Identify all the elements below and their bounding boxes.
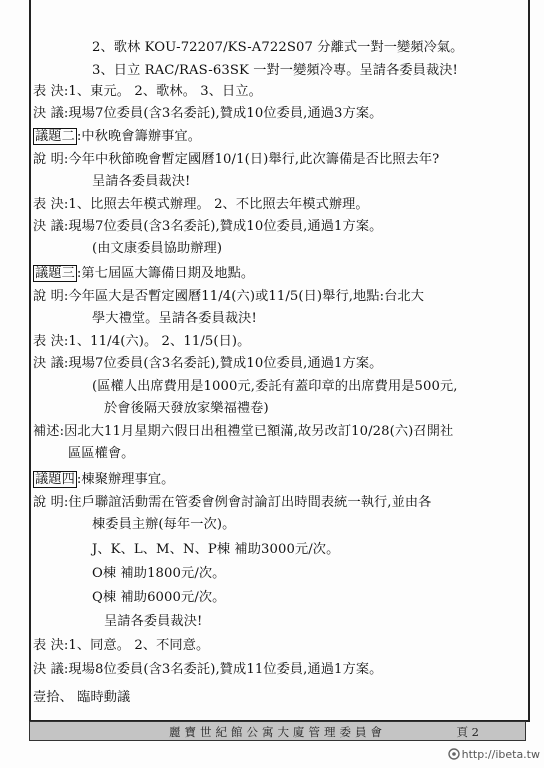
agenda-item-4 <box>33 471 174 488</box>
page-footer <box>29 721 526 741</box>
footer-title: 麗寶世紀館公寓大廈管理委員會 <box>169 725 386 739</box>
resolution-4: 決 議:現場8位委員(含3名委託),贊成11位委員,通過1方案。 <box>33 662 383 677</box>
explanation-3-cont: 學大禮堂。呈請各委員裁決! <box>92 311 257 326</box>
request-ruling-4: 呈請各委員裁決! <box>104 614 203 629</box>
vote-options-4: 表 決:1、同意。 2、不同意。 <box>33 638 210 653</box>
option-kolin: 2、歌林 KOU-72207/KS-A722S07 分離式一對一變頻冷氣。 <box>92 40 464 55</box>
agenda-title-3: :第七屆區大籌備日期及地點。 <box>76 266 255 281</box>
explanation-4: 說 明:住戶聯誼活動需在管委會例會討論訂出時間表統一執行,並由各 <box>33 495 432 510</box>
agenda-label-3: 議題三 <box>35 266 75 281</box>
agenda-item-2 <box>33 128 201 145</box>
agenda-title-2: :中秋晚會籌辦事宜。 <box>76 129 202 144</box>
supplement-cont: 區區權會。 <box>68 446 135 461</box>
vote-options-3: 表 決:1、11/4(六)。 2、11/5(日)。 <box>33 334 251 349</box>
subsidy-jklmnp: J、K、L、M、N、P棟 補助3000元/次。 <box>92 542 340 557</box>
subsidy-o: O棟 補助1800元/次。 <box>92 566 226 581</box>
agenda-label-4: 議題四 <box>35 472 75 487</box>
option-hitachi: 3、日立 RAC/RAS-63SK 一對一變頻冷專。呈請各委員裁決! <box>92 63 458 78</box>
agenda-item-3 <box>33 265 254 282</box>
agenda-label-2: 議題二 <box>35 129 75 144</box>
resolution-3-note: (區權人出席費用是1000元,委託有蓋印章的出席費用是500元, <box>92 379 458 394</box>
supplement: 補述:因北大11月星期六假日出租禮堂已額滿,故另改訂10/28(六)召開社 <box>33 424 454 439</box>
explanation-3: 說 明:今年區大是否暫定國曆11/4(六)或11/5(日)舉行,地點:台北大 <box>33 289 425 304</box>
page-number: 頁 2 <box>456 725 479 739</box>
subsidy-q: Q棟 補助6000元/次。 <box>92 590 226 605</box>
vote-options-2: 表 決:1、比照去年模式辦理。 2、不比照去年模式辦理。 <box>33 197 369 212</box>
resolution-3: 決 議:現場7位委員(含3名委託),贊成10位委員,通過1方案。 <box>33 356 383 371</box>
resolution-1: 決 議:現場7位委員(含3名委託),贊成10位委員,通過3方案。 <box>33 106 383 121</box>
vote-options-1: 表 決:1、東元。 2、歌林。 3、日立。 <box>33 84 262 99</box>
resolution-2: 決 議:現場7位委員(含3名委託),贊成10位委員,通過1方案。 <box>33 219 383 234</box>
agenda-title-4: :棟聚辦理事宜。 <box>76 472 175 487</box>
resolution-2-note: (由文康委員協助辦理) <box>92 241 223 256</box>
section-ten-heading: 壹拾、 臨時動議 <box>33 690 131 705</box>
watermark-text: http://ibeta.tw <box>461 748 540 761</box>
watermark <box>448 748 540 761</box>
explanation-2-cont: 呈請各委員裁決! <box>92 174 191 189</box>
explanation-4-cont: 棟委員主辦(每年一次)。 <box>92 517 236 532</box>
explanation-2: 說 明:今年中秋節晚會暫定國曆10/1(日)舉行,此次籌備是否比照去年? <box>33 152 440 167</box>
resolution-3-note-cont: 於會後隔天發放家樂福禮卷) <box>104 401 269 416</box>
ibeta-logo-icon <box>448 748 460 760</box>
